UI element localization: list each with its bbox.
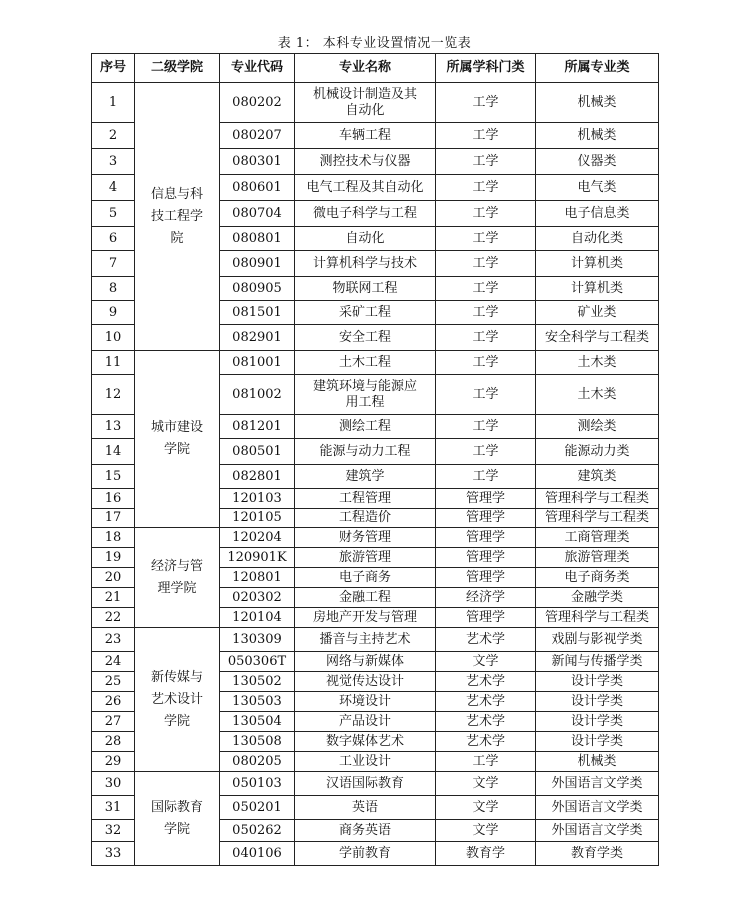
header-college: 二级学院 — [135, 54, 220, 83]
major-code: 080801 — [220, 227, 295, 251]
discipline: 文学 — [436, 772, 536, 796]
major-category: 电子信息类 — [536, 201, 659, 227]
major-category: 能源动力类 — [536, 439, 659, 465]
major-name: 学前教育 — [295, 842, 436, 866]
major-name: 商务英语 — [295, 820, 436, 842]
header-row — [92, 54, 659, 83]
major-category: 管理科学与工程类 — [536, 509, 659, 528]
row-number: 21 — [92, 588, 135, 608]
major-name: 机械设计制造及其自动化 — [295, 83, 436, 123]
major-code: 080205 — [220, 752, 295, 772]
row-number: 25 — [92, 672, 135, 692]
major-name: 计算机科学与技术 — [295, 251, 436, 277]
college-name: 国际教育学院 — [135, 772, 220, 866]
header-major-name: 专业名称 — [295, 54, 436, 83]
major-code: 120103 — [220, 489, 295, 509]
row-number: 8 — [92, 277, 135, 301]
major-name: 测绘工程 — [295, 415, 436, 439]
major-category: 外国语言文学类 — [536, 820, 659, 842]
major-category: 机械类 — [536, 83, 659, 123]
major-category: 土木类 — [536, 375, 659, 415]
major-name: 视觉传达设计 — [295, 672, 436, 692]
discipline: 工学 — [436, 325, 536, 351]
major-name: 物联网工程 — [295, 277, 436, 301]
discipline: 文学 — [436, 652, 536, 672]
major-name: 数字媒体艺术 — [295, 732, 436, 752]
major-category: 机械类 — [536, 752, 659, 772]
discipline: 工学 — [436, 351, 536, 375]
discipline: 艺术学 — [436, 732, 536, 752]
majors-table — [91, 53, 659, 866]
major-code: 080501 — [220, 439, 295, 465]
major-category: 戏剧与影视学类 — [536, 628, 659, 652]
major-name: 能源与动力工程 — [295, 439, 436, 465]
major-code: 120204 — [220, 528, 295, 548]
major-name: 汉语国际教育 — [295, 772, 436, 796]
discipline: 工学 — [436, 439, 536, 465]
discipline: 工学 — [436, 149, 536, 175]
discipline: 教育学 — [436, 842, 536, 866]
major-code: 080704 — [220, 201, 295, 227]
major-category: 设计学类 — [536, 672, 659, 692]
row-number: 6 — [92, 227, 135, 251]
major-code: 120801 — [220, 568, 295, 588]
major-code: 130503 — [220, 692, 295, 712]
major-code: 080207 — [220, 123, 295, 149]
row-number: 2 — [92, 123, 135, 149]
major-category: 计算机类 — [536, 277, 659, 301]
major-code: 050262 — [220, 820, 295, 842]
header-code: 专业代码 — [220, 54, 295, 83]
row-number: 3 — [92, 149, 135, 175]
major-category: 仪器类 — [536, 149, 659, 175]
discipline: 工学 — [436, 277, 536, 301]
major-category: 计算机类 — [536, 251, 659, 277]
discipline: 管理学 — [436, 608, 536, 628]
major-name: 工程管理 — [295, 489, 436, 509]
major-name: 网络与新媒体 — [295, 652, 436, 672]
major-category: 建筑类 — [536, 465, 659, 489]
row-number: 16 — [92, 489, 135, 509]
row-number: 32 — [92, 820, 135, 842]
table-row — [92, 351, 659, 375]
major-name: 建筑学 — [295, 465, 436, 489]
major-code: 080202 — [220, 83, 295, 123]
row-number: 17 — [92, 509, 135, 528]
major-name: 微电子科学与工程 — [295, 201, 436, 227]
major-category: 新闻与传播学类 — [536, 652, 659, 672]
major-code: 130504 — [220, 712, 295, 732]
major-category: 自动化类 — [536, 227, 659, 251]
major-category: 测绘类 — [536, 415, 659, 439]
major-name: 英语 — [295, 796, 436, 820]
table-row — [92, 83, 659, 123]
table-row — [92, 628, 659, 652]
major-category: 管理科学与工程类 — [536, 608, 659, 628]
row-number: 29 — [92, 752, 135, 772]
major-code: 050306T — [220, 652, 295, 672]
discipline: 艺术学 — [436, 712, 536, 732]
major-name: 环境设计 — [295, 692, 436, 712]
college-name: 信息与科技工程学院 — [135, 83, 220, 351]
header-discipline: 所属学科门类 — [436, 54, 536, 83]
major-code: 081002 — [220, 375, 295, 415]
discipline: 管理学 — [436, 528, 536, 548]
major-name: 工业设计 — [295, 752, 436, 772]
row-number: 28 — [92, 732, 135, 752]
major-category: 旅游管理类 — [536, 548, 659, 568]
header-category: 所属专业类 — [536, 54, 659, 83]
row-number: 18 — [92, 528, 135, 548]
major-name: 自动化 — [295, 227, 436, 251]
major-name: 财务管理 — [295, 528, 436, 548]
major-name: 建筑环境与能源应用工程 — [295, 375, 436, 415]
major-category: 管理科学与工程类 — [536, 489, 659, 509]
major-category: 设计学类 — [536, 692, 659, 712]
header-no: 序号 — [92, 54, 135, 83]
major-category: 安全科学与工程类 — [536, 325, 659, 351]
major-code: 082901 — [220, 325, 295, 351]
discipline: 工学 — [436, 83, 536, 123]
row-number: 23 — [92, 628, 135, 652]
discipline: 艺术学 — [436, 692, 536, 712]
major-name: 土木工程 — [295, 351, 436, 375]
major-name: 车辆工程 — [295, 123, 436, 149]
major-name: 工程造价 — [295, 509, 436, 528]
major-name: 电气工程及其自动化 — [295, 175, 436, 201]
major-category: 外国语言文学类 — [536, 772, 659, 796]
major-name: 采矿工程 — [295, 301, 436, 325]
discipline: 艺术学 — [436, 628, 536, 652]
discipline: 工学 — [436, 752, 536, 772]
row-number: 27 — [92, 712, 135, 732]
discipline: 经济学 — [436, 588, 536, 608]
row-number: 12 — [92, 375, 135, 415]
row-number: 15 — [92, 465, 135, 489]
row-number: 31 — [92, 796, 135, 820]
discipline: 艺术学 — [436, 672, 536, 692]
major-code: 081201 — [220, 415, 295, 439]
major-name: 电子商务 — [295, 568, 436, 588]
college-name: 城市建设学院 — [135, 351, 220, 528]
row-number: 14 — [92, 439, 135, 465]
major-code: 040106 — [220, 842, 295, 866]
major-code: 130502 — [220, 672, 295, 692]
row-number: 22 — [92, 608, 135, 628]
major-name: 旅游管理 — [295, 548, 436, 568]
discipline: 工学 — [436, 375, 536, 415]
major-code: 080601 — [220, 175, 295, 201]
discipline: 工学 — [436, 301, 536, 325]
discipline: 文学 — [436, 796, 536, 820]
major-code: 050201 — [220, 796, 295, 820]
table-caption: 表 1： 本科专业设置情况一览表 — [277, 36, 472, 51]
row-number: 11 — [92, 351, 135, 375]
major-code: 081501 — [220, 301, 295, 325]
discipline: 工学 — [436, 415, 536, 439]
major-category: 金融学类 — [536, 588, 659, 608]
major-code: 020302 — [220, 588, 295, 608]
major-code: 130508 — [220, 732, 295, 752]
major-category: 外国语言文学类 — [536, 796, 659, 820]
major-code: 080901 — [220, 251, 295, 277]
major-code: 120104 — [220, 608, 295, 628]
row-number: 30 — [92, 772, 135, 796]
major-code: 120901K — [220, 548, 295, 568]
college-name: 新传媒与艺术设计学院 — [135, 628, 220, 772]
discipline: 管理学 — [436, 489, 536, 509]
row-number: 13 — [92, 415, 135, 439]
major-code: 080301 — [220, 149, 295, 175]
table-row — [92, 528, 659, 548]
row-number: 7 — [92, 251, 135, 277]
major-name: 安全工程 — [295, 325, 436, 351]
major-category: 电子商务类 — [536, 568, 659, 588]
discipline: 工学 — [436, 465, 536, 489]
discipline: 工学 — [436, 251, 536, 277]
row-number: 24 — [92, 652, 135, 672]
major-name: 测控技术与仪器 — [295, 149, 436, 175]
major-name: 播音与主持艺术 — [295, 628, 436, 652]
major-code: 130309 — [220, 628, 295, 652]
row-number: 10 — [92, 325, 135, 351]
major-name: 产品设计 — [295, 712, 436, 732]
discipline: 管理学 — [436, 548, 536, 568]
discipline: 工学 — [436, 123, 536, 149]
row-number: 5 — [92, 201, 135, 227]
row-number: 1 — [92, 83, 135, 123]
discipline: 工学 — [436, 175, 536, 201]
table-row — [92, 772, 659, 796]
major-name: 房地产开发与管理 — [295, 608, 436, 628]
discipline: 管理学 — [436, 568, 536, 588]
major-category: 土木类 — [536, 351, 659, 375]
major-category: 电气类 — [536, 175, 659, 201]
discipline: 工学 — [436, 201, 536, 227]
table-body — [92, 83, 659, 866]
discipline: 管理学 — [436, 509, 536, 528]
row-number: 19 — [92, 548, 135, 568]
major-category: 工商管理类 — [536, 528, 659, 548]
row-number: 9 — [92, 301, 135, 325]
row-number: 33 — [92, 842, 135, 866]
major-code: 081001 — [220, 351, 295, 375]
major-category: 设计学类 — [536, 732, 659, 752]
major-category: 教育学类 — [536, 842, 659, 866]
row-number: 20 — [92, 568, 135, 588]
major-category: 矿业类 — [536, 301, 659, 325]
discipline: 文学 — [436, 820, 536, 842]
major-code: 120105 — [220, 509, 295, 528]
major-category: 设计学类 — [536, 712, 659, 732]
discipline: 工学 — [436, 227, 536, 251]
major-code: 082801 — [220, 465, 295, 489]
row-number: 26 — [92, 692, 135, 712]
college-name: 经济与管理学院 — [135, 528, 220, 628]
major-code: 080905 — [220, 277, 295, 301]
major-name: 金融工程 — [295, 588, 436, 608]
major-code: 050103 — [220, 772, 295, 796]
major-category: 机械类 — [536, 123, 659, 149]
row-number: 4 — [92, 175, 135, 201]
